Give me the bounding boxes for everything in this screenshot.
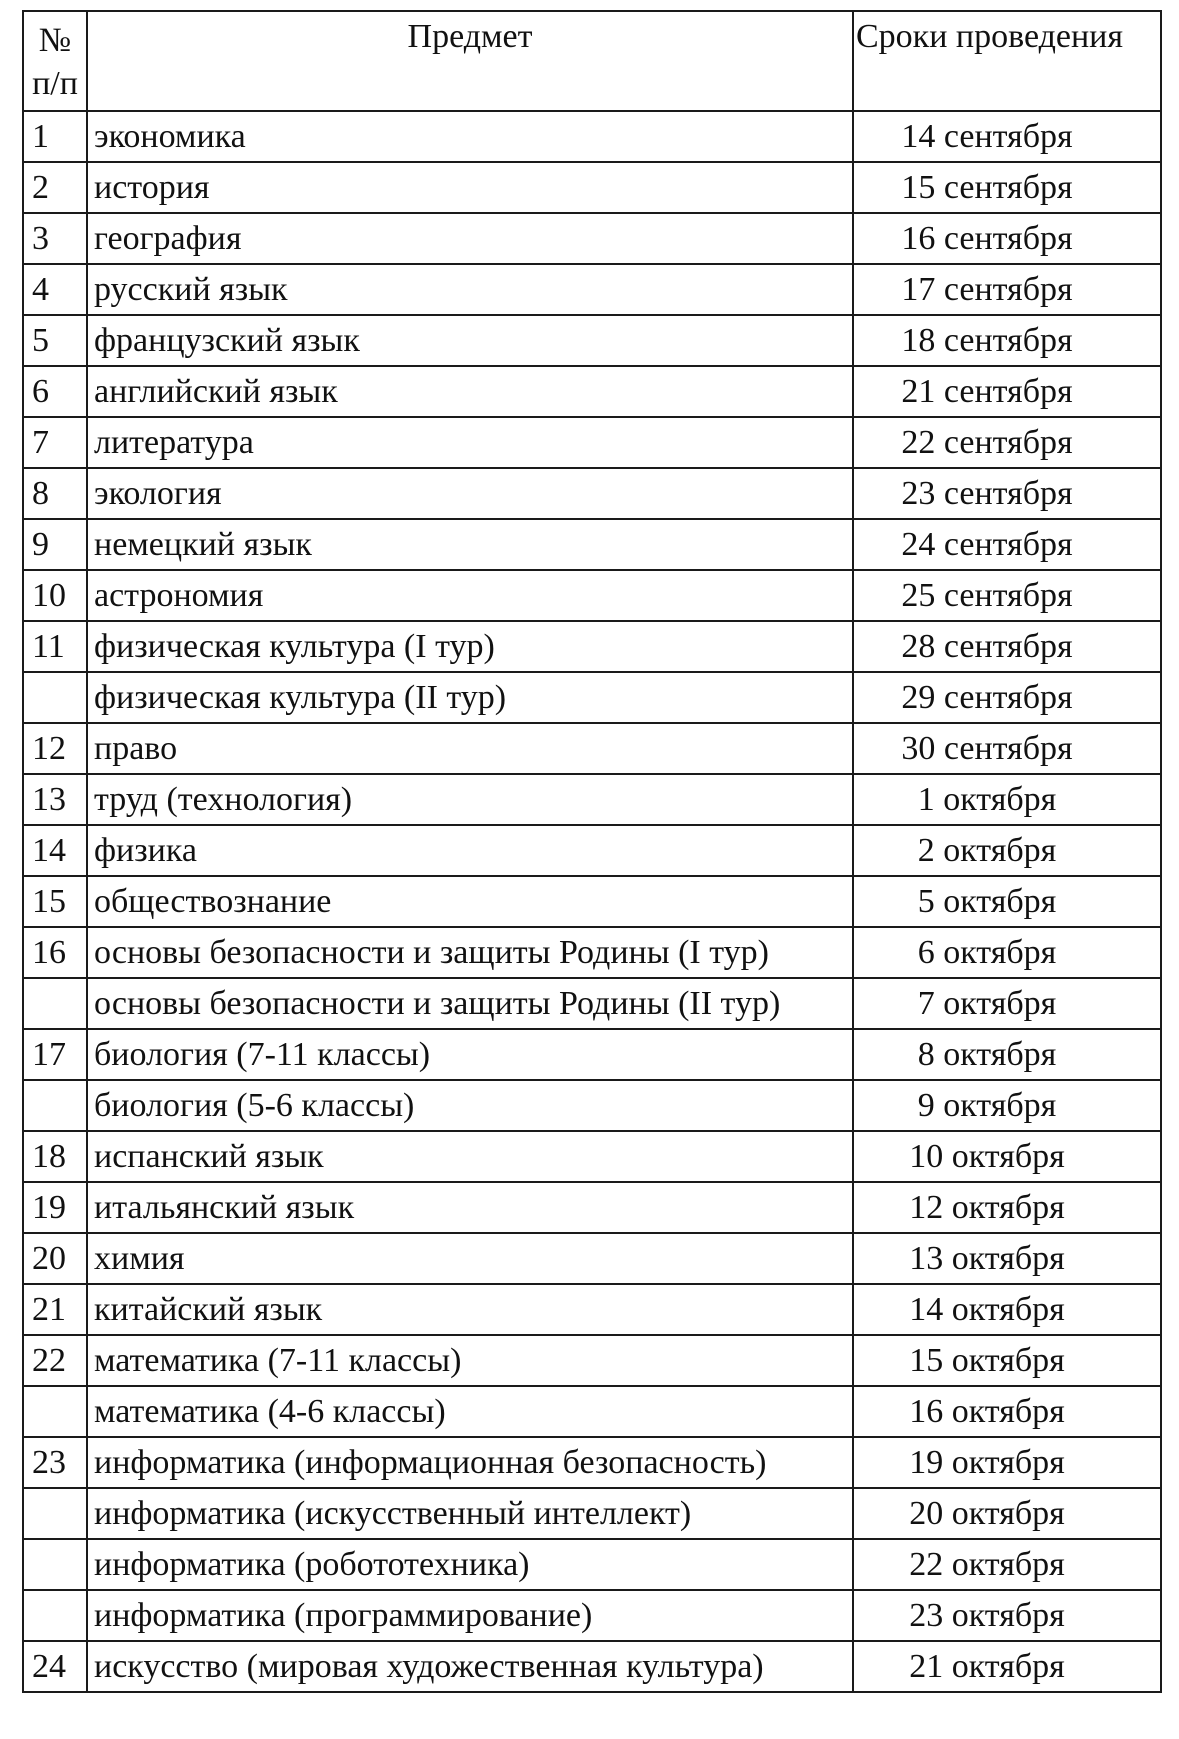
row-number: 13 bbox=[23, 774, 87, 825]
row-subject: информатика (программирование) bbox=[87, 1590, 853, 1641]
row-subject: право bbox=[87, 723, 853, 774]
table-row bbox=[23, 366, 1161, 417]
row-subject: информатика (робототехника) bbox=[87, 1539, 853, 1590]
table-body bbox=[23, 111, 1161, 1692]
table-row bbox=[23, 876, 1161, 927]
schedule-table bbox=[22, 10, 1162, 1693]
table-row bbox=[23, 1437, 1161, 1488]
row-number: 23 bbox=[23, 1437, 87, 1488]
row-number: 6 bbox=[23, 366, 87, 417]
table-row bbox=[23, 1488, 1161, 1539]
table-row bbox=[23, 978, 1161, 1029]
table-row bbox=[23, 672, 1161, 723]
row-subject: физическая культура (I тур) bbox=[87, 621, 853, 672]
row-date: 19 октября bbox=[853, 1437, 1161, 1488]
row-subject: математика (4-6 классы) bbox=[87, 1386, 853, 1437]
row-date: 28 сентября bbox=[853, 621, 1161, 672]
row-date: 23 октября bbox=[853, 1590, 1161, 1641]
row-date: 25 сентября bbox=[853, 570, 1161, 621]
table-row bbox=[23, 621, 1161, 672]
row-subject: китайский язык bbox=[87, 1284, 853, 1335]
row-subject: физическая культура (II тур) bbox=[87, 672, 853, 723]
table-row bbox=[23, 1131, 1161, 1182]
row-date: 24 сентября bbox=[853, 519, 1161, 570]
row-date: 22 октября bbox=[853, 1539, 1161, 1590]
row-subject: французский язык bbox=[87, 315, 853, 366]
row-subject: искусство (мировая художественная культура) bbox=[87, 1641, 853, 1692]
row-number: 18 bbox=[23, 1131, 87, 1182]
row-number: 1 bbox=[23, 111, 87, 162]
table-row bbox=[23, 1182, 1161, 1233]
row-number: 2 bbox=[23, 162, 87, 213]
row-number: 20 bbox=[23, 1233, 87, 1284]
table-row bbox=[23, 1029, 1161, 1080]
row-date: 17 сентября bbox=[853, 264, 1161, 315]
row-subject: русский язык bbox=[87, 264, 853, 315]
table-row bbox=[23, 570, 1161, 621]
row-number bbox=[23, 1590, 87, 1641]
header-dates: Сроки проведения bbox=[853, 11, 1161, 111]
row-number: 14 bbox=[23, 825, 87, 876]
row-subject: основы безопасности и защиты Родины (I тур) bbox=[87, 927, 853, 978]
row-number: 22 bbox=[23, 1335, 87, 1386]
row-number: 5 bbox=[23, 315, 87, 366]
row-subject: труд (технология) bbox=[87, 774, 853, 825]
row-number: 3 bbox=[23, 213, 87, 264]
row-subject: итальянский язык bbox=[87, 1182, 853, 1233]
row-number: 7 bbox=[23, 417, 87, 468]
table-row bbox=[23, 927, 1161, 978]
row-subject: информатика (искусственный интеллект) bbox=[87, 1488, 853, 1539]
row-date: 22 сентября bbox=[853, 417, 1161, 468]
row-subject: обществознание bbox=[87, 876, 853, 927]
row-date: 16 октября bbox=[853, 1386, 1161, 1437]
table-row bbox=[23, 162, 1161, 213]
row-subject: экономика bbox=[87, 111, 853, 162]
row-subject: немецкий язык bbox=[87, 519, 853, 570]
row-subject: информатика (информационная безопасность) bbox=[87, 1437, 853, 1488]
row-number bbox=[23, 672, 87, 723]
row-date: 13 октября bbox=[853, 1233, 1161, 1284]
row-date: 21 октября bbox=[853, 1641, 1161, 1692]
row-subject: астрономия bbox=[87, 570, 853, 621]
row-date: 5 октября bbox=[853, 876, 1161, 927]
table-row bbox=[23, 264, 1161, 315]
table-row bbox=[23, 1080, 1161, 1131]
row-date: 8 октября bbox=[853, 1029, 1161, 1080]
row-number: 24 bbox=[23, 1641, 87, 1692]
row-number: 12 bbox=[23, 723, 87, 774]
table-row bbox=[23, 1335, 1161, 1386]
row-date: 20 октября bbox=[853, 1488, 1161, 1539]
row-subject: химия bbox=[87, 1233, 853, 1284]
row-number bbox=[23, 978, 87, 1029]
header-number-abbr: п/п bbox=[32, 64, 78, 102]
row-date: 23 сентября bbox=[853, 468, 1161, 519]
row-date: 21 сентября bbox=[853, 366, 1161, 417]
row-number: 21 bbox=[23, 1284, 87, 1335]
row-number: 11 bbox=[23, 621, 87, 672]
row-date: 30 сентября bbox=[853, 723, 1161, 774]
row-number: 16 bbox=[23, 927, 87, 978]
row-number: 8 bbox=[23, 468, 87, 519]
row-subject: экология bbox=[87, 468, 853, 519]
header-subject: Предмет bbox=[87, 11, 853, 111]
table-row bbox=[23, 825, 1161, 876]
row-subject: биология (7-11 классы) bbox=[87, 1029, 853, 1080]
row-number: 10 bbox=[23, 570, 87, 621]
row-date: 29 сентября bbox=[853, 672, 1161, 723]
row-number bbox=[23, 1386, 87, 1437]
row-number: 15 bbox=[23, 876, 87, 927]
table-row bbox=[23, 417, 1161, 468]
row-number bbox=[23, 1080, 87, 1131]
row-subject: география bbox=[87, 213, 853, 264]
row-date: 7 октября bbox=[853, 978, 1161, 1029]
row-subject: математика (7-11 классы) bbox=[87, 1335, 853, 1386]
table-row bbox=[23, 723, 1161, 774]
table-row bbox=[23, 1386, 1161, 1437]
row-number: 19 bbox=[23, 1182, 87, 1233]
table-row bbox=[23, 1641, 1161, 1692]
row-number: 17 bbox=[23, 1029, 87, 1080]
table-row bbox=[23, 315, 1161, 366]
row-date: 10 октября bbox=[853, 1131, 1161, 1182]
row-date: 14 сентября bbox=[853, 111, 1161, 162]
row-date: 15 октября bbox=[853, 1335, 1161, 1386]
table-row bbox=[23, 1590, 1161, 1641]
row-date: 16 сентября bbox=[853, 213, 1161, 264]
row-subject: биология (5-6 классы) bbox=[87, 1080, 853, 1131]
row-number bbox=[23, 1488, 87, 1539]
header-number-symbol: № bbox=[38, 22, 72, 59]
table-row bbox=[23, 1539, 1161, 1590]
row-date: 9 октября bbox=[853, 1080, 1161, 1131]
table-row bbox=[23, 519, 1161, 570]
row-date: 14 октября bbox=[853, 1284, 1161, 1335]
row-date: 18 сентября bbox=[853, 315, 1161, 366]
row-subject: испанский язык bbox=[87, 1131, 853, 1182]
row-subject: английский язык bbox=[87, 366, 853, 417]
table-row bbox=[23, 1284, 1161, 1335]
row-subject: литература bbox=[87, 417, 853, 468]
table-row bbox=[23, 1233, 1161, 1284]
table-row bbox=[23, 468, 1161, 519]
row-date: 1 октября bbox=[853, 774, 1161, 825]
row-subject: физика bbox=[87, 825, 853, 876]
row-date: 6 октября bbox=[853, 927, 1161, 978]
table-row bbox=[23, 213, 1161, 264]
row-subject: история bbox=[87, 162, 853, 213]
row-date: 2 октября bbox=[853, 825, 1161, 876]
table-header-row bbox=[23, 11, 1161, 111]
row-date: 15 сентября bbox=[853, 162, 1161, 213]
table-row bbox=[23, 111, 1161, 162]
row-number bbox=[23, 1539, 87, 1590]
row-number: 4 bbox=[23, 264, 87, 315]
row-number: 9 bbox=[23, 519, 87, 570]
header-number bbox=[23, 11, 87, 111]
row-date: 12 октября bbox=[853, 1182, 1161, 1233]
row-subject: основы безопасности и защиты Родины (II тур) bbox=[87, 978, 853, 1029]
table-row bbox=[23, 774, 1161, 825]
